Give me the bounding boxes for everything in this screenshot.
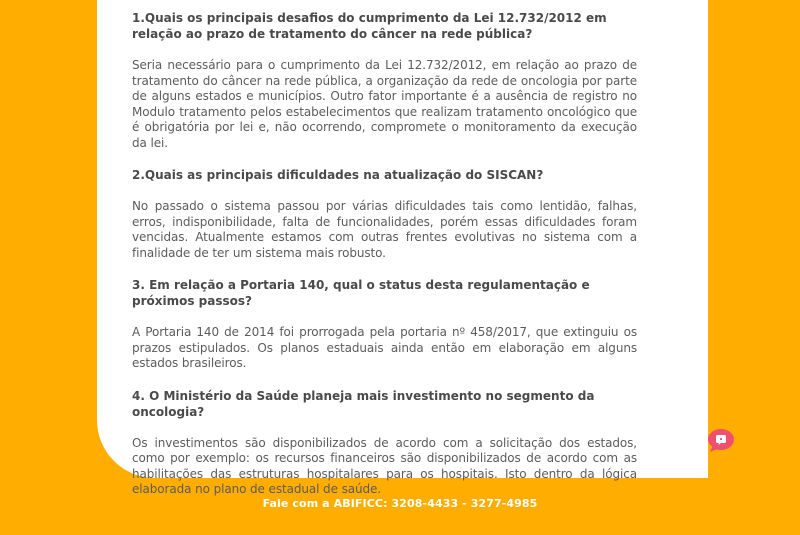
question-3: 3. Em relação a Portaria 140, qual o status desta regulamentação e próximos passos?	[132, 278, 590, 308]
question-1: 1.Quais os principais desafios do cumprimento da Lei 12.732/2012 em relação ao prazo de tratamento do câncer na rede pública?	[132, 11, 607, 41]
chat-bubble-icon	[706, 427, 736, 453]
content-card	[97, 0, 708, 496]
qa-item-1	[132, 10, 637, 151]
question-2: 2.Quais as principais dificuldades na atualização do SISCAN?	[132, 168, 544, 182]
question-4: 4. O Ministério da Saúde planeja mais investimento no segmento da oncologia?	[132, 388, 595, 419]
answer-4: Os investimentos são disponibilizados de acordo com a solicitação dos estados, como por exemplo: os recursos financeiros são disponibilizados de acordo com as habilitações das estruturas hospitalares para os hospitais. Isto dentro da lógica elaborada no plano de estadual de saúde.	[132, 435, 637, 496]
answer-3: A Portaria 140 de 2014 foi prorrogada pela portaria nº 458/2017, que extinguiu os prazos estipulados. Os planos estaduais ainda então em elaboração em alguns estados brasileiros.	[132, 325, 637, 370]
answer-1: Seria necessário para o cumprimento da Lei 12.732/2012, em relação ao prazo de tratamento do câncer na rede pública, a organização da rede de oncologia por parte de alguns estados e municípios. Outro fator importante é a ausência de registro no Modulo tratamento pelos estabelecimentos que realizam tratamento oncológico que é obrigatória por lei e, não ocorrendo, compromete o monitoramento da execução da lei.	[132, 58, 637, 150]
qa-item-2	[132, 167, 637, 261]
answer-2: No passado o sistema passou por várias dificuldades tais como lentidão, falhas, erros, indisponibilidade, falta de funcionalidades, porém essas dificuldades foram vencidas. Atualmente estamos com outras frentes evolutivas no sistema com a finalidade de ter um sistema mais robusto.	[132, 199, 637, 260]
qa-item-4	[132, 388, 637, 498]
chat-bubble-button[interactable]	[706, 427, 736, 453]
qa-item-3	[132, 277, 637, 372]
footer-contact: Fale com a ABIFICC: 3208-4433 - 3277-4985	[262, 497, 538, 510]
